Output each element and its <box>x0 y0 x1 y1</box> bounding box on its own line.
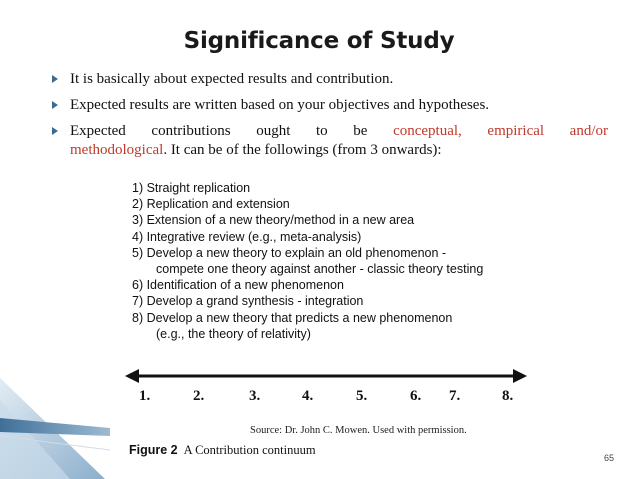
list-item: (e.g., the theory of relativity) <box>156 326 311 341</box>
list-item: 6) Identification of a new phenomenon <box>132 278 344 293</box>
figure-caption <box>129 443 316 458</box>
contribution-list <box>132 180 483 342</box>
caption-label: Figure 2 <box>129 443 178 457</box>
bullet-highlight: methodological <box>70 142 164 158</box>
tick-label: 4. <box>302 388 314 404</box>
figure-source: Source: Dr. John C. Mowen. Used with permission. <box>250 425 467 436</box>
bullet-text: . It can be of the followings (from 3 onwards): <box>163 142 442 158</box>
list-item: 8) Develop a new theory that predicts a new phenomenon <box>132 310 453 325</box>
caption-text: A Contribution continuum <box>183 443 316 457</box>
tick-label: 3. <box>249 388 261 404</box>
list-item: 5) Develop a new theory to explain an old phenomenon - <box>132 245 447 260</box>
list-item: 3) Extension of a new theory/method in a new area <box>132 213 415 228</box>
tick-label: 8. <box>502 388 514 404</box>
slide-title: Significance of Study <box>183 28 455 54</box>
list-item: 7) Develop a grand synthesis - integration <box>132 294 364 309</box>
continuum-arrow <box>125 366 545 386</box>
bullet-item <box>48 96 608 115</box>
bullet-highlight: conceptual, empirical and/or <box>393 123 608 139</box>
tick-label: 2. <box>193 388 205 404</box>
tick-label: 7. <box>449 388 461 404</box>
bullet-text: Expected results are written based on your objectives and hypotheses. <box>70 97 490 113</box>
page-number: 65 <box>603 453 614 463</box>
bullet-text: Expected contributions ought to be <box>70 123 368 139</box>
tick-label: 1. <box>139 388 151 404</box>
tick-label: 5. <box>356 388 368 404</box>
continuum-ticks <box>125 388 545 408</box>
bullet-item <box>48 70 608 89</box>
bullet-continuation <box>48 141 608 160</box>
list-item: compete one theory against another - classic theory testing <box>156 262 484 277</box>
list-item: 4) Integrative review (e.g., meta-analysis) <box>132 229 362 244</box>
tick-label: 6. <box>410 388 422 404</box>
bullet-arrow-icon <box>52 101 58 109</box>
contribution-figure <box>125 180 545 460</box>
bullet-item <box>48 122 608 141</box>
bullet-arrow-icon <box>52 75 58 83</box>
bullet-arrow-icon <box>52 127 58 135</box>
bullet-text: It is basically about expected results and contribution. <box>70 71 394 87</box>
list-item: 1) Straight replication <box>132 181 251 195</box>
bullet-list <box>48 70 608 167</box>
list-item: 2) Replication and extension <box>132 197 290 212</box>
